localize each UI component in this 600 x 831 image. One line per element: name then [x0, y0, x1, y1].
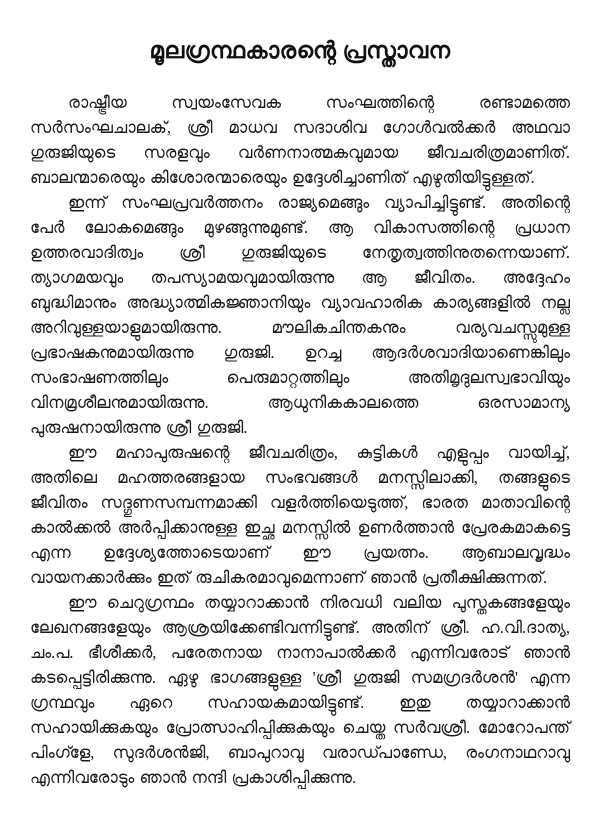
- paragraph: ഈ ചെറുഗ്രന്ഥം തയ്യാറാക്കാൻ നിരവധി വലിയ പുസ്തകങ്ങളേയും ലേഖനങ്ങളേയും ആശ്രയിക്കേണ്ടിവന്നിട്ടുണ്ട്. അതിന് ശ്രീ. ഹ.വി.ദാത്യ, ചം.പ. ഭീശീക്കർ, പരേതനായ നാനാപാൽക്കർ എന്നിവരോട് ഞാൻ കടപ്പെട്ടിരിക്കുന്നു. ഏഴു ഭാഗങ്ങളുള്ള 'ശ്രീ ഗുരുജി സമഗ്രദർശൻ' എന്ന ഗ്രന്ഥവും ഏറെ സഹായകമായിട്ടുണ്ട്. ഇതു തയ്യാറാക്കാൻ സഹായിക്കുകയും പ്രോത്സാഹിപ്പിക്കുകയും ചെയ്ത സർവശ്രീ. മോറോപന്ത് പിംഗ്ളേ, സുദർശൻജി, ബാപുറാവു വരാഡ്പാണ്ഡേ, രംഗനാഥറാവു എന്നിവരോടും ഞാൻ നന്ദി പ്രകാശിപ്പിക്കുന്നു.: [30, 593, 570, 787]
- page-title: മൂലഗ്രന്ഥകാരന്റെ പ്രസ്താവന: [149, 38, 451, 63]
- paragraph: ഇന്ന് സംഘപ്രവർത്തനം രാജ്യമെങ്ങും വ്യാപിച്ചിട്ടുണ്ട്. അതിന്റെ പേർ ലോകമെങ്ങും മുഴങ്ങുന്നുമുണ്ട്. ആ വികാസത്തിന്റെ പ്രധാന ഉത്തരവാദിത്വം ശ്രീ ഗുരുജിയുടെ നേതൃത്വത്തിനുതന്നെയാണ്. ത്യാഗമയവും തപസ്യാമയവുമായിരുന്നു ആ ജീവിതം. അദ്ദേഹം ബുദ്ധിമാനും അദ്ധ്യാത്മികജ്ഞാനിയും വ്യാവഹാരിക കാര്യങ്ങളിൽ നല്ല അറിവുള്ളയാളുമായിരുന്നു. മൗലികചിന്തകനും വര്യവചസ്സുമുള്ള പ്രഭാഷകനുമായിരുന്നു ഗുരുജി. ഉറച്ച ആദർശവാദിയാണെങ്കിലും സംഭാഷണത്തിലും പെരുമാറ്റത്തിലും അതിമൃദുലസ്വഭാവിയും വിനമ്രശീലനുമായിരുന്നു. ആധുനികകാലത്തെ ഒരസാമാന്യ പുരുഷനായിരുന്നു ശ്രീ ഗുരുജി.: [30, 193, 570, 437]
- page-body: [30, 90, 570, 790]
- paragraph: ഈ മഹാപുരുഷന്റെ ജീവചരിത്രം, കുട്ടികൾ എളുപ്പം വായിച്ച്, അതിലെ മഹത്തരങ്ങളായ സംഭവങ്ങൾ മനസ്സിലാക്കി, തങ്ങളുടെ ജീവിതം സദ്ഗുണസമ്പന്നമാക്കി വളർത്തിയെടുത്ത്, ഭാരത മാതാവിന്റെ കാൽക്കൽ അർപ്പിക്കാനുള്ള ഇച്ഛ മനസ്സിൽ ഉണർത്താൻ പ്രേരകമാകട്ടെ എന്ന ഉദ്ദേശ്യത്തോടെയാണ് ഈ പ്രയത്നം. ആബാലവൃദ്ധം വായനക്കാർക്കും ഇത് രുചികരമാവുമെന്നാണ് ഞാൻ പ്രതീക്ഷിക്കുന്നത്.: [30, 443, 570, 587]
- paragraph: രാഷ്ട്രീയ സ്വയംസേവക സംഘത്തിന്റെ രണ്ടാമത്തെ സർസംഘചാലക്, ശ്രീ മാധവ സദാശിവ ഗോൾവൽക്കർ അഥവാ ഗുരുജിയുടെ സരളവും വർണനാത്മകവുമായ ജീവചരിത്രമാണിത്. ബാലന്മാരെയും കിശോരന്മാരെയും ഉദ്ദേശിച്ചാണിത് എഴുതിയിട്ടുള്ളത്.: [30, 93, 570, 187]
